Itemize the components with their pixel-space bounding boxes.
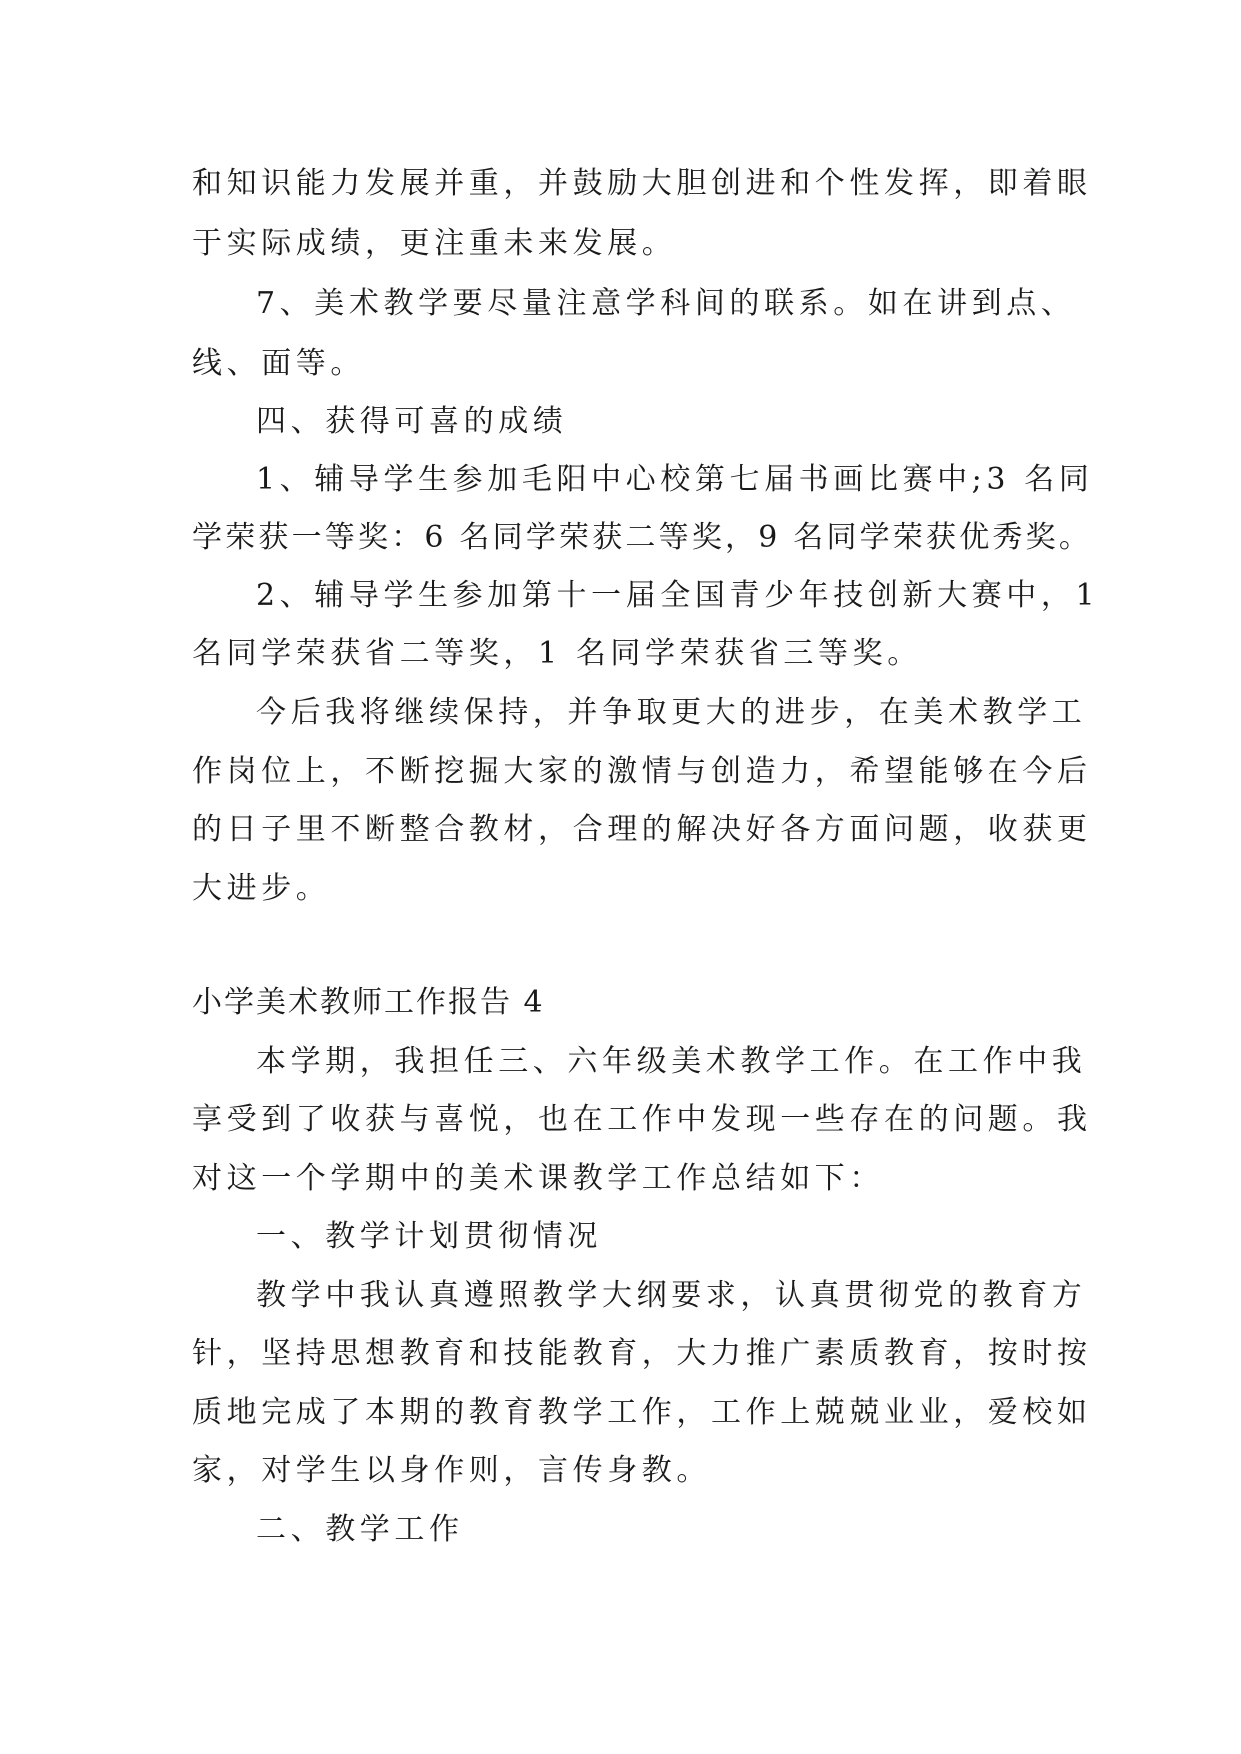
section-heading: 二、教学工作 [256, 1512, 464, 1547]
body-line: 于实际成绩，更注重未来发展。 [192, 226, 677, 261]
body-line: 本学期，我担任三、六年级美术教学工作。在工作中我 [256, 1044, 1087, 1079]
body-line: 名同学荣获省二等奖，1 名同学荣获省三等奖。 [192, 636, 922, 671]
body-line: 享受到了收获与喜悦，也在工作中发现一些存在的问题。我 [192, 1102, 1092, 1137]
body-line: 线、面等。 [192, 346, 365, 381]
body-line: 作岗位上，不断挖掘大家的激情与创造力，希望能够在今后 [192, 754, 1092, 789]
body-line: 1、辅导学生参加毛阳中心校第七届书画比赛中;3 名同 [256, 462, 1094, 497]
body-line: 质地完成了本期的教育教学工作，工作上兢兢业业，爱校如 [192, 1395, 1092, 1430]
body-line: 7、美术教学要尽量注意学科间的联系。如在讲到点、 [256, 286, 1076, 321]
body-line: 学荣获一等奖：6 名同学荣获二等奖，9 名同学荣获优秀奖。 [192, 520, 1093, 555]
body-line: 今后我将继续保持，并争取更大的进步，在美术教学工 [256, 695, 1087, 730]
body-line: 和知识能力发展并重，并鼓励大胆创进和个性发挥，即着眼 [192, 166, 1092, 201]
body-line: 家，对学生以身作则，言传身教。 [192, 1453, 711, 1488]
body-line: 2、辅导学生参加第十一届全国青少年技创新大赛中，1 [256, 578, 1100, 613]
body-line: 针，坚持思想教育和技能教育，大力推广素质教育，按时按 [192, 1336, 1092, 1371]
body-line: 对这一个学期中的美术课教学工作总结如下： [192, 1161, 884, 1196]
body-line: 教学中我认真遵照教学大纲要求，认真贯彻党的教育方 [256, 1278, 1087, 1313]
report-title: 小学美术教师工作报告 4 [192, 985, 545, 1020]
section-heading: 四、获得可喜的成绩 [256, 404, 568, 439]
body-line: 的日子里不断整合教材，合理的解决好各方面问题，收获更 [192, 812, 1092, 847]
body-line: 大进步。 [192, 871, 331, 906]
section-heading: 一、教学计划贯彻情况 [256, 1219, 602, 1254]
